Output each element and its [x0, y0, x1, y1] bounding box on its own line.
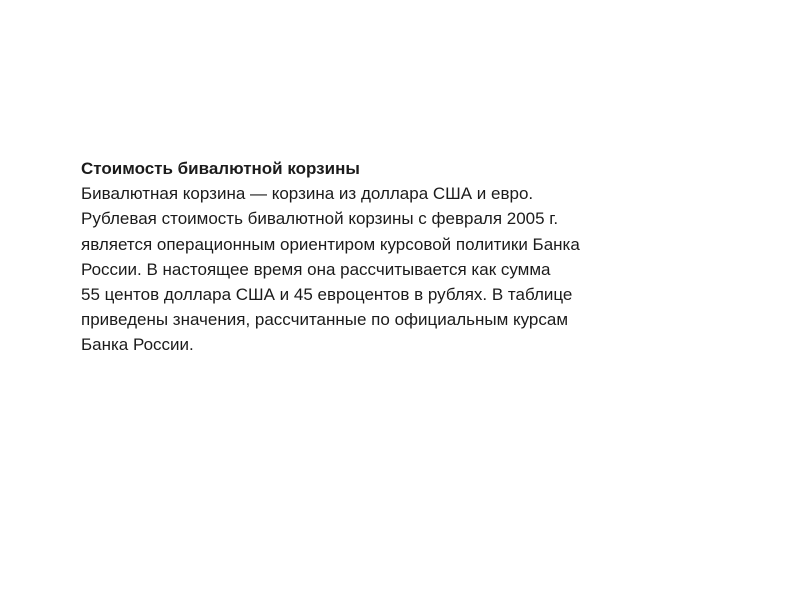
body-line: Бивалютная корзина — корзина из доллара США и евро.: [81, 184, 534, 204]
body-line: приведены значения, рассчитанные по официальным курсам: [81, 310, 569, 330]
body-line: 55 центов доллара США и 45 евроцентов в рублях. В таблице: [81, 285, 573, 305]
body-line: России. В настоящее время она рассчитывается как сумма: [81, 259, 551, 279]
body-line: Банка России.: [81, 335, 194, 355]
text-block: [81, 156, 701, 358]
body-line: является операционным ориентиром курсовой политики Банка: [81, 234, 580, 254]
slide-title: Стоимость бивалютной корзины: [81, 159, 360, 178]
body-line: Рублевая стоимость бивалютной корзины с февраля 2005 г.: [81, 209, 559, 229]
